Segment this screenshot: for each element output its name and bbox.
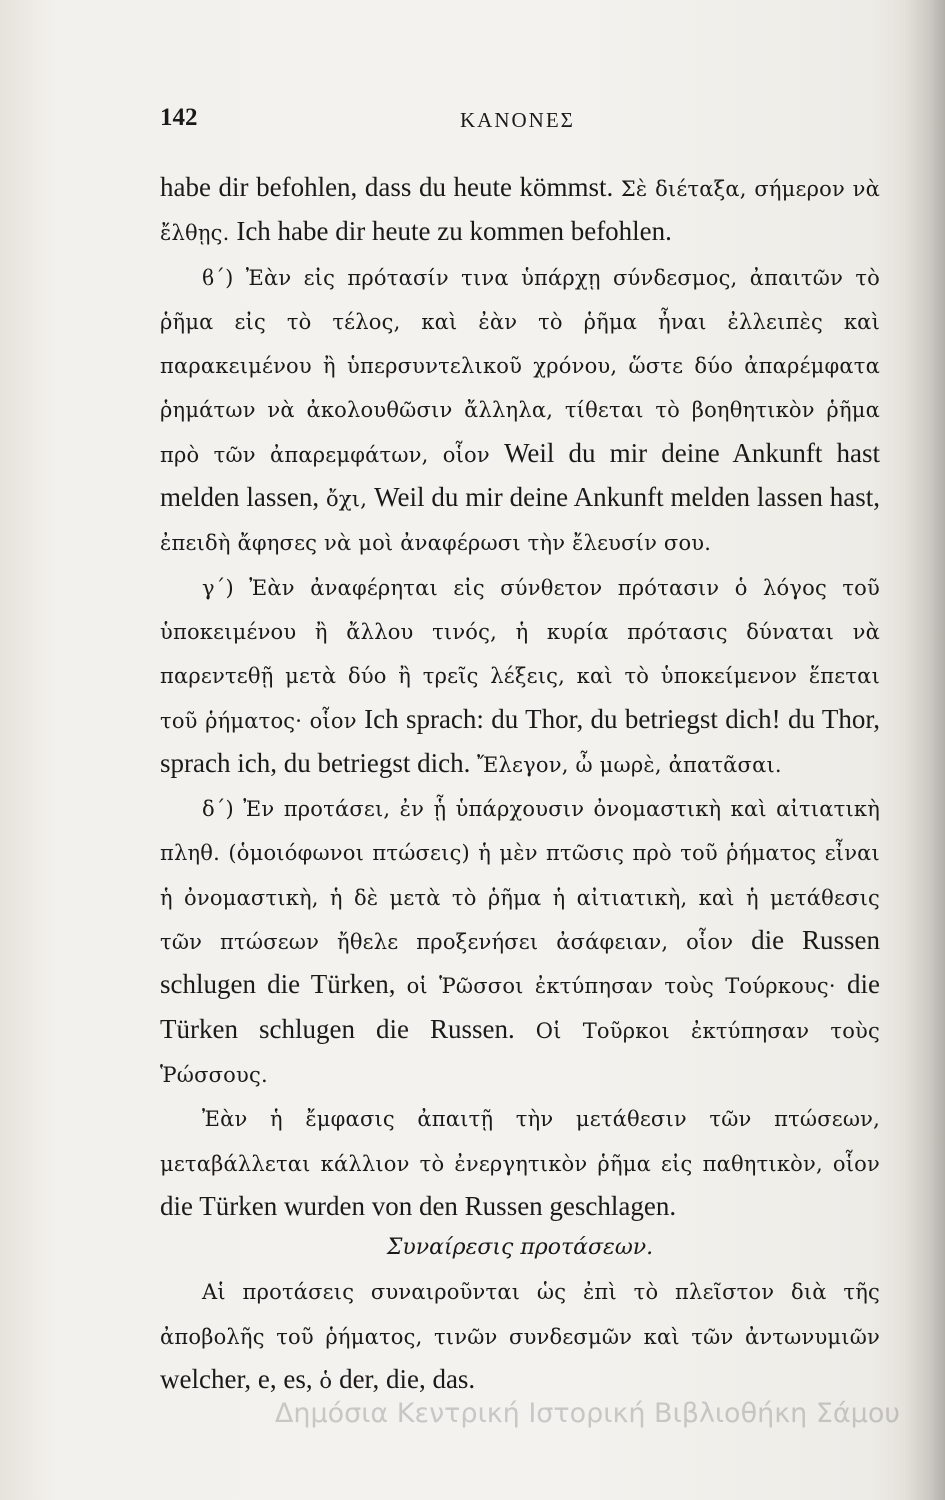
- german-text: habe dir befohlen, dass du heute kömmst.: [160, 172, 621, 202]
- section-title: Συναίρεσις προτάσεων.: [386, 1235, 654, 1261]
- greek-text: ὄχι,: [326, 487, 375, 512]
- german-text: Ich habe dir heute zu kommen befohlen.: [236, 216, 672, 247]
- greek-text: Σὲ διέταξα, σήμερον νὰ ἔλθῃς.: [160, 177, 880, 246]
- final-paragraph-container: [160, 1269, 880, 1402]
- paragraph: [160, 786, 880, 1096]
- german-text: die Türken schlugen die Russen.: [160, 969, 880, 1044]
- paragraph: [160, 1096, 880, 1227]
- greek-text: Ἐὰν ἡ ἔμφασις ἀπαιτῇ τὴν μετάθεσιν τῶν πτώσεων, μεταβάλλεται κάλλιον τὸ ἐνεργητικὸν ῥῆμα εἰς παθητικὸν, οἷον: [160, 1107, 880, 1176]
- page-header: [160, 104, 880, 138]
- page-edge-shadow: [905, 0, 945, 1500]
- greek-text: ὁ: [319, 1369, 340, 1394]
- german-text: Weil du mir deine Ankunft melden lassen hast,: [374, 482, 880, 513]
- paragraph: [160, 1269, 880, 1402]
- german-text: Ich sprach: du Thor, du betriegst dich! du Thor, sprach ich, du betriegst dich.: [160, 703, 880, 778]
- german-text: die Russen schlugen die Türken,: [160, 925, 880, 1000]
- german-text: welcher, e, es,: [160, 1364, 320, 1395]
- german-text: Weil du mir deine Ankunft hast melden lassen,: [160, 437, 880, 513]
- greek-text: γ΄) Ἐὰν ἀναφέρηται εἰς σύνθετον πρότασιν ὁ λόγος τοῦ ὑποκειμένου ἢ ἄλλου τινός, ἡ κυρία πρότασις δύναται νὰ παρεντεθῇ μετὰ δύο ἢ τρεῖς λέξεις, καὶ τὸ ὑποκείμενον ἕπεται τοῦ ῥήματος· οἷον: [160, 575, 880, 733]
- paragraphs: [160, 166, 880, 1227]
- greek-text: οἱ Ῥῶσσοι ἐκτύπησαν τοὺς Τούρκους·: [406, 974, 847, 999]
- greek-text: ϐ΄) Ἐὰν εἰς πρότασίν τινα ὑπάρχῃ σύνδεσμος, ἀπαιτῶν τὸ ῥῆμα εἰς τὸ τέλος, καὶ ἐὰν τὸ ῥῆμα ἦναι ἐλλειπὲς καὶ παρακειμένου ἢ ὑπερσυντελικοῦ χρόνου, ὥστε δύο ἀπαρέμφατα ῥημάτων νὰ ἀκολουθῶσιν ἄλληλα, τίθεται τὸ βοηθητικὸν ῥῆμα πρὸ τῶν ἀπαρεμφάτων, οἷον: [160, 265, 880, 467]
- greek-text: Ἔλεγον, ὦ μωρὲ, ἀπατᾶσαι.: [477, 752, 782, 777]
- library-watermark: Δημόσια Κεντρική Ιστορική Βιβλιοθήκη Σάμου: [274, 1398, 900, 1429]
- body-text: [160, 166, 880, 1402]
- paragraph: [160, 166, 880, 255]
- page-number: 142: [160, 104, 198, 131]
- paragraph: [160, 565, 880, 786]
- german-text: der, die, das.: [339, 1364, 476, 1395]
- greek-text: Αἱ προτάσεις συναιροῦνται ὡς ἐπὶ τὸ πλεῖστον διὰ τῆς ἀποβολῆς τοῦ ῥήματος, τινῶν συνδεσμῶν καὶ τῶν ἀντωνυμιῶν: [160, 1280, 880, 1349]
- greek-text: Οἱ Τοῦρκοι ἐκτύπησαν τοὺς Ῥώσσους.: [160, 1018, 880, 1087]
- running-head: ΚΑΝΟΝΕΣ: [460, 108, 575, 132]
- greek-text: ἐπειδὴ ἄφησες νὰ μοὶ ἀναφέρωσι τὴν ἔλευσίν σου.: [160, 531, 712, 556]
- german-text: die Türken wurden von den Russen geschlagen.: [160, 1190, 677, 1221]
- greek-text: δ΄) Ἐν προτάσει, ἐν ᾗ ὑπάρχουσιν ὀνομαστικὴ καὶ αἰτιατικὴ πληθ. (ὁμοιόφωνοι πτώσεις) ἡ μὲν πτῶσις πρὸ τοῦ ῥήματος εἶναι ἡ ὀνομαστικὴ, ἡ δὲ μετὰ τὸ ῥῆμα ἡ αἰτιατικὴ, καὶ ἡ μετάθεσις τῶν πτώσεων ἤθελε προξενήσει ἀσάφειαν, οἷον: [160, 797, 880, 955]
- paragraph: [160, 255, 880, 565]
